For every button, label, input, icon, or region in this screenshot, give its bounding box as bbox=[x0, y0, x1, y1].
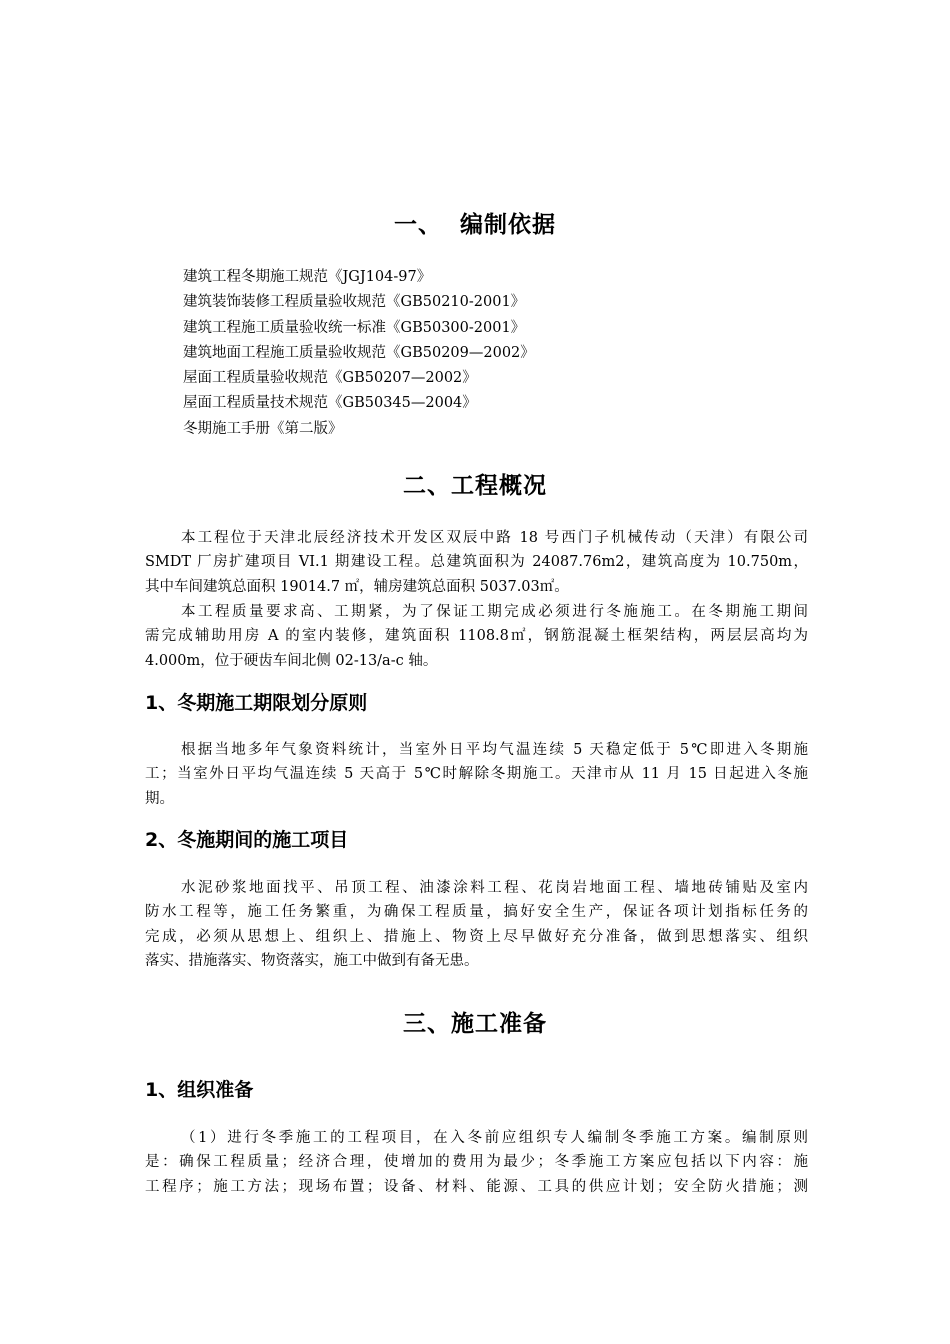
paragraph-line: 防水工程等，施工任务繁重，为确保工程质量，搞好安全生产，保证各项计划指标任务的 bbox=[145, 904, 808, 921]
organization-prep-paragraph bbox=[145, 1126, 808, 1199]
reference-item: 建筑地面工程施工质量验收规范《GB50209—2002》 bbox=[183, 344, 535, 361]
paragraph-line: 其中车间建筑总面积 19014.7 ㎡，辅房建筑总面积 5037.03㎡。 bbox=[145, 578, 569, 595]
paragraph-line: 4.000m，位于硬齿车间北侧 02-13/a-c 轴。 bbox=[145, 652, 438, 669]
paragraph-line: 期。 bbox=[145, 790, 174, 807]
paragraph-line: 根据当地多年气象资料统计，当室外日平均气温连续 5 天稳定低于 5℃即进入冬期施 bbox=[181, 742, 808, 758]
reference-list bbox=[183, 265, 535, 442]
section-1-heading: 一、 编制依据 bbox=[393, 212, 556, 238]
paragraph-line: 本工程位于天津北辰经济技术开发区双辰中路 18 号西门子机械传动（天津）有限公司 bbox=[181, 530, 808, 546]
paragraph-line: 本工程质量要求高、工期紧，为了保证工期完成必须进行冬施施工。在冬期施工期间 bbox=[181, 604, 808, 620]
paragraph-line: 完成，必须从思想上、组织上、措施上、物资上尽早做好充分准备，做到思想落实、组织 bbox=[145, 928, 808, 945]
section-3-heading: 三、施工准备 bbox=[403, 1011, 547, 1037]
subsection-heading: 1、冬期施工期限划分原则 bbox=[145, 692, 368, 714]
project-quality-paragraph bbox=[145, 600, 808, 673]
subsection-heading: 1、组织准备 bbox=[145, 1079, 254, 1101]
reference-item: 屋面工程质量验收规范《GB50207—2002》 bbox=[183, 370, 477, 387]
project-location-paragraph bbox=[145, 526, 808, 599]
paragraph-line: SMDT 厂房扩建项目 VI.1 期建设工程。总建筑面积为 24087.76m2，建筑高度为 10.750m， bbox=[145, 554, 808, 571]
reference-item: 建筑工程冬期施工规范《JGJ104-97》 bbox=[183, 269, 432, 285]
paragraph-line: 工；当室外日平均气温连续 5 天高于 5℃时解除冬期施工。天津市从 11 月 15 日起进入冬施 bbox=[145, 766, 808, 783]
section-2-heading: 二、工程概况 bbox=[403, 473, 547, 499]
reference-item: 建筑装饰装修工程质量验收规范《GB50210-2001》 bbox=[183, 294, 526, 311]
paragraph-line: 需完成辅助用房 A 的室内装修，建筑面积 1108.8㎡，钢筋混凝土框架结构，两层层高均为 bbox=[145, 628, 808, 645]
reference-item: 屋面工程质量技术规范《GB50345—2004》 bbox=[183, 395, 477, 412]
paragraph-line: 是：确保工程质量；经济合理，使增加的费用为最少；冬季施工方案应包括以下内容：施 bbox=[145, 1154, 808, 1171]
paragraph-line: 落实、措施落实、物资落实，施工中做到有备无患。 bbox=[145, 953, 479, 970]
winter-items-paragraph bbox=[145, 876, 808, 974]
winter-period-paragraph bbox=[145, 738, 808, 811]
paragraph-line: 水泥砂浆地面找平、吊顶工程、油漆涂料工程、花岗岩地面工程、墙地砖铺贴及室内 bbox=[181, 880, 808, 896]
reference-item: 建筑工程施工质量验收统一标准《GB50300-2001》 bbox=[183, 319, 526, 336]
reference-item: 冬期施工手册《第二版》 bbox=[183, 420, 343, 437]
subsection-heading: 2、冬施期间的施工项目 bbox=[145, 829, 349, 851]
paragraph-line: 工程序；施工方法；现场布置；设备、材料、能源、工具的供应计划；安全防火措施；测 bbox=[145, 1178, 808, 1195]
paragraph-line: （1）进行冬季施工的工程项目，在入冬前应组织专人编制冬季施工方案。编制原则 bbox=[181, 1130, 808, 1146]
